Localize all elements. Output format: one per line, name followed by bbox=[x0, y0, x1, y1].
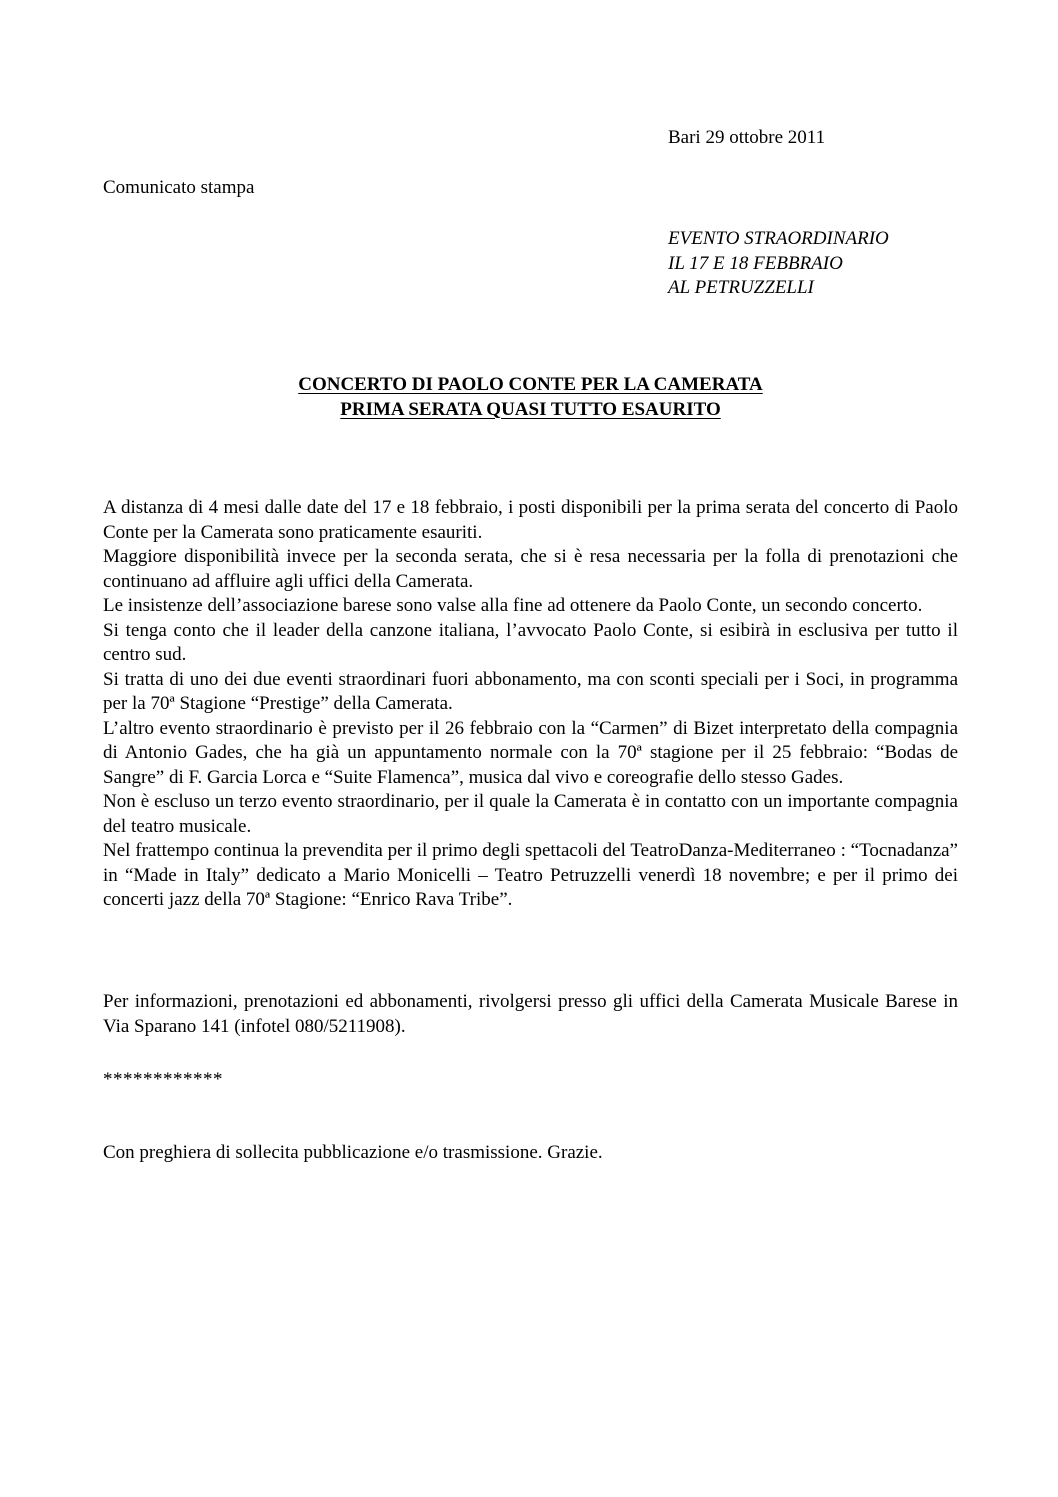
contact-info: Per informazioni, prenotazioni ed abbonamenti, rivolgersi presso gli uffici della Camerata Musicale Barese in Via Sparano 141 (infotel 080/5211908). bbox=[103, 991, 958, 1037]
paragraph: Non è escluso un terzo evento straordinario, per il quale la Camerata è in contatto con un importante compagnia del teatro musicale. bbox=[103, 791, 958, 837]
paragraph: A distanza di 4 mesi dalle date del 17 e 18 febbraio, i posti disponibili per la prima serata del concerto di Paolo Conte per la Camerata sono praticamente esauriti. bbox=[103, 497, 958, 543]
document-type: Comunicato stampa bbox=[103, 177, 255, 198]
paragraph: Si tenga conto che il leader della canzone italiana, l’avvocato Paolo Conte, si esibirà in esclusiva per tutto il centro sud. bbox=[103, 619, 958, 665]
closing-line: Con preghiera di sollecita pubblicazione e/o trasmissione. Grazie. bbox=[103, 1142, 603, 1163]
headline-text: PRIMA SERATA QUASI TUTTO ESAURITO bbox=[340, 398, 721, 420]
event-line: EVENTO STRAORDINARIO bbox=[668, 228, 889, 249]
event-line: AL PETRUZZELLI bbox=[668, 277, 814, 298]
headline bbox=[103, 373, 958, 422]
date-line: Bari 29 ottobre 2011 bbox=[668, 127, 826, 148]
headline-text: CONCERTO DI PAOLO CONTE PER LA CAMERATA bbox=[298, 374, 763, 395]
paragraph: Nel frattempo continua la prevendita per il primo degli spettacoli del TeatroDanza-Mediterraneo : “Tocnadanza” in “Made in Italy” dedicato a Mario Monicelli – Teatro Petruzzelli venerdì 18 novembre; e per il primo dei concerti jazz della 70ª Stagione: “Enrico Rava Tribe”. bbox=[103, 840, 958, 910]
paragraph: Maggiore disponibilità invece per la seconda serata, che si è resa necessaria per la folla di prenotazioni che continuano ad affluire agli uffici della Camerata. bbox=[103, 546, 958, 592]
event-line: IL 17 E 18 FEBBRAIO bbox=[668, 252, 843, 274]
headline-line bbox=[103, 398, 958, 423]
paragraph: Le insistenze dell’associazione barese sono valse alla fine ad ottenere da Paolo Conte, un secondo concerto. bbox=[103, 595, 923, 616]
paragraph: Si tratta di uno dei due eventi straordinari fuori abbonamento, ma con sconti speciali per i Soci, in programma per la 70ª Stagione “Prestige” della Camerata. bbox=[103, 668, 958, 714]
event-info-block bbox=[668, 227, 889, 301]
paragraph: L’altro evento straordinario è previsto per il 26 febbraio con la “Carmen” di Bizet interpretato della compagnia di Antonio Gades, che ha già un appuntamento normale con la 70ª stagione per il 25 febbraio: “Bodas de Sangre” di F. Garcia Lorca e “Suite Flamenca”, musica dal vivo e coreografie dello stesso Gades. bbox=[103, 717, 958, 788]
separator: ************ bbox=[103, 1069, 223, 1090]
headline-line bbox=[103, 373, 958, 398]
body-text bbox=[103, 496, 958, 913]
